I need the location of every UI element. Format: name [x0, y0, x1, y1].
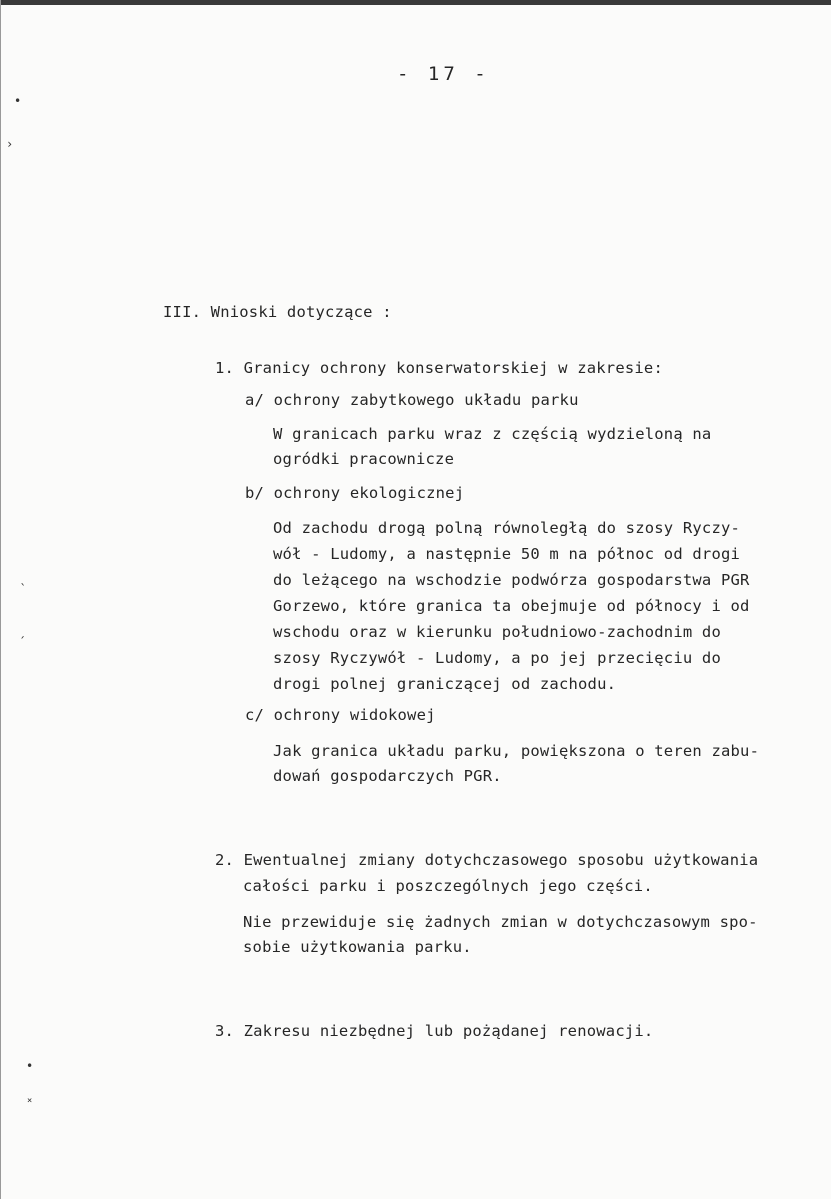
margin-mark: •: [14, 94, 22, 108]
item-3-heading: 3. Zakresu niezbędnej lub pożądanej renowacji.: [215, 1022, 654, 1040]
margin-mark: ›: [6, 137, 14, 151]
item-2-heading-line: 2. Ewentualnej zmiany dotychczasowego sposobu użytkowania: [215, 851, 759, 869]
scan-top-edge: [1, 0, 831, 5]
margin-mark: ˟: [26, 1096, 34, 1110]
section-title: III. Wnioski dotyczące :: [163, 303, 392, 321]
item-1c-text-line: Jak granica układu parku, powiększona o teren zabu-: [273, 742, 760, 760]
item-2-text-line: Nie przewiduje się żadnych zmian w dotychczasowym spo-: [243, 913, 758, 931]
margin-mark: ˏ: [19, 624, 27, 638]
item-1b-text-line: Gorzewo, które granica ta obejmuje od północy i od: [273, 597, 750, 615]
margin-mark: ˎ: [19, 571, 27, 585]
page-number: - 17 -: [397, 63, 490, 85]
item-1b-text-line: do leżącego na wschodzie podwórza gospodarstwa PGR: [273, 571, 750, 589]
item-2-heading-line: całości parku i poszczególnych jego części.: [243, 877, 653, 895]
item-1c-text-line: dowań gospodarczych PGR.: [273, 767, 502, 785]
item-1-heading: 1. Granicy ochrony konserwatorskiej w zakresie:: [215, 359, 663, 377]
item-1b-text-line: wschodu oraz w kierunku południowo-zachodnim do: [273, 623, 721, 641]
item-1b-text-line: szosy Ryczywół - Ludomy, a po jej przecięciu do: [273, 649, 721, 667]
item-1a-text-line: W granicach parku wraz z częścią wydzieloną na: [273, 425, 712, 443]
item-1a-text-line: ogródki pracownicze: [273, 450, 455, 468]
item-1a-label: a/ ochrony zabytkowego układu parku: [245, 391, 579, 409]
item-1c-label: c/ ochrony widokowej: [245, 706, 436, 724]
item-1b-text-line: Od zachodu drogą polną równoległą do szosy Ryczy-: [273, 519, 741, 537]
item-2-text-line: sobie użytkowania parku.: [243, 938, 472, 956]
item-1b-text-line: drogi polnej graniczącej od zachodu.: [273, 675, 617, 693]
item-1b-label: b/ ochrony ekologicznej: [245, 484, 465, 502]
margin-mark: •: [26, 1059, 34, 1073]
item-1b-text-line: wół - Ludomy, a następnie 50 m na północ od drogi: [273, 545, 741, 563]
